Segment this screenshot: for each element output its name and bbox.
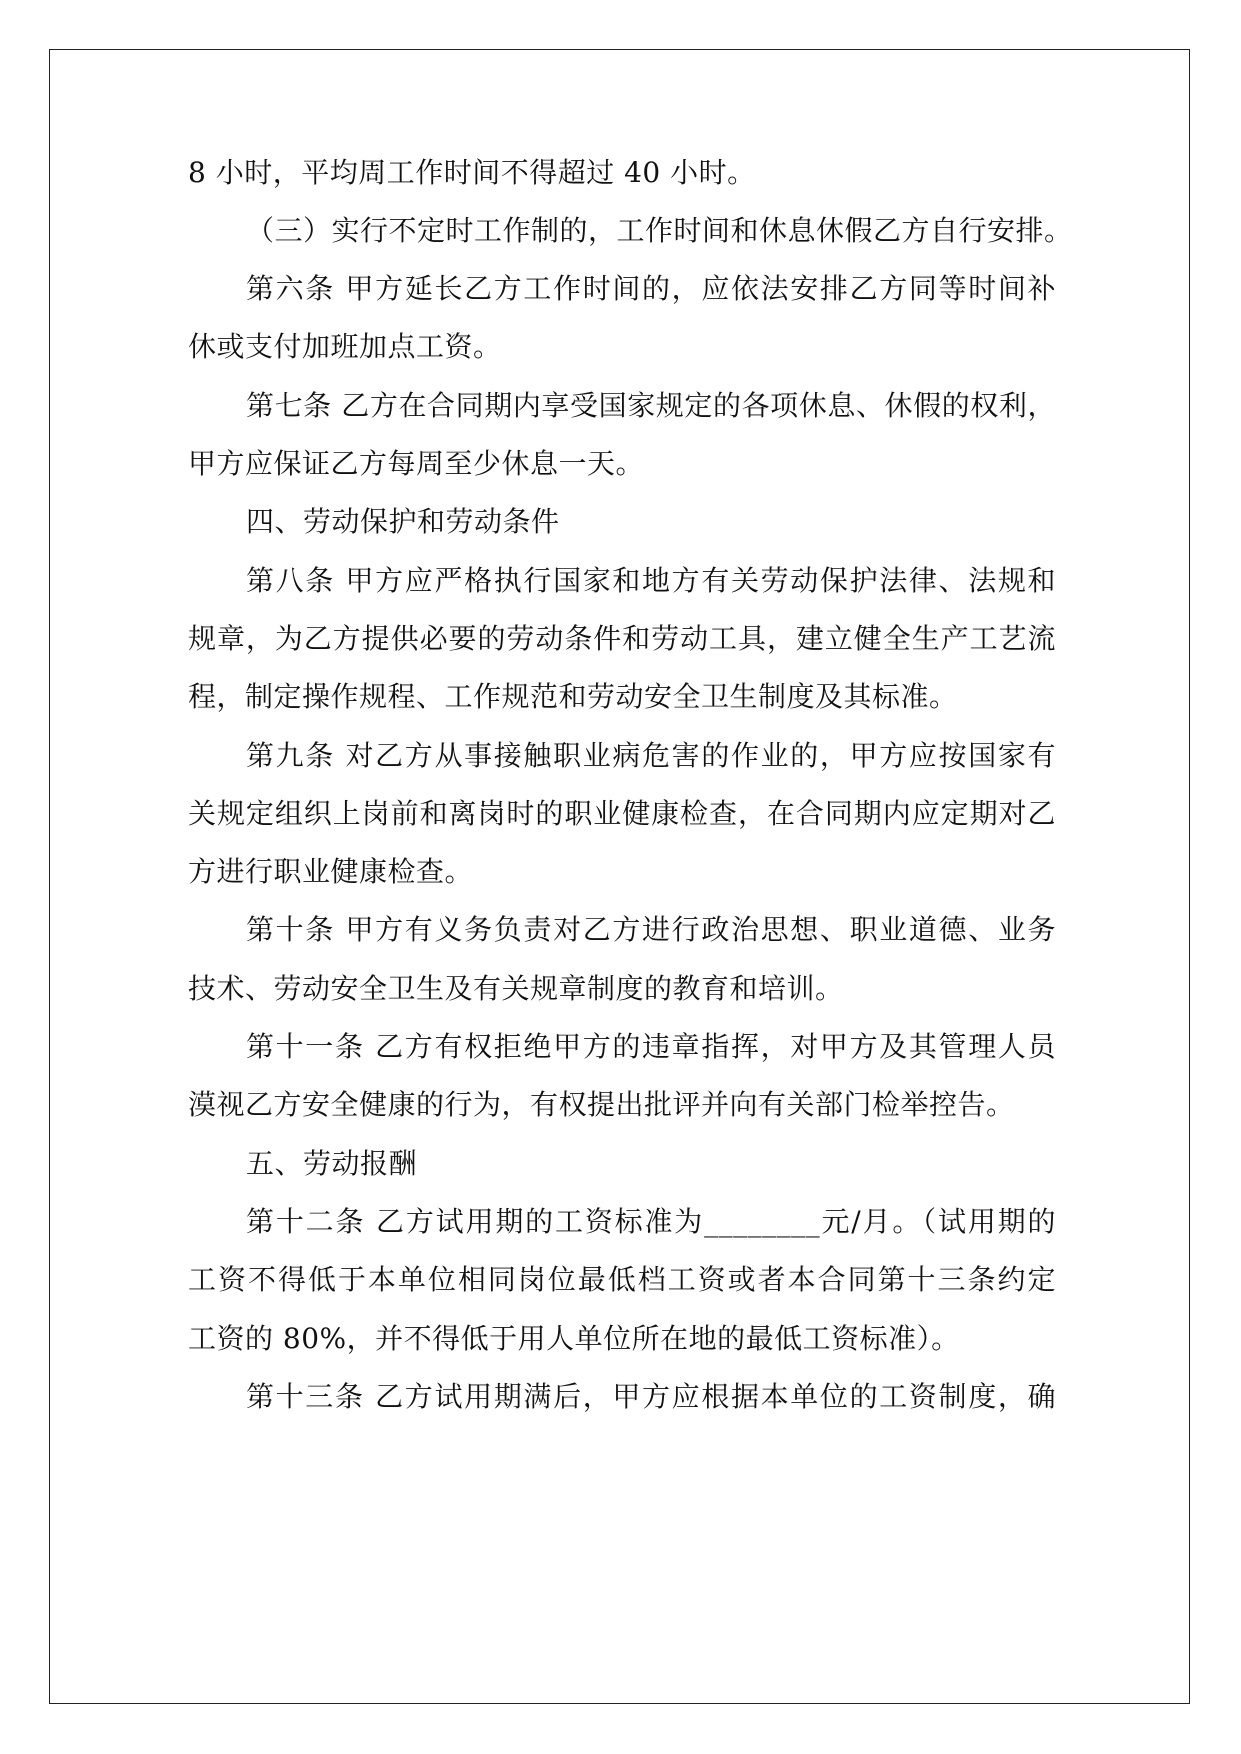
article-6-line-2: 休或支付加班加点工资。 — [188, 330, 502, 363]
article-11-line-2: 漠视乙方安全健康的行为，有权提出批评并向有关部门检举控告。 — [188, 1088, 1015, 1121]
article-6-line-1: 第六条 甲方延长乙方工作时间的，应依法安排乙方同等时间补 — [246, 272, 1056, 305]
article-12-line-2: 工资不得低于本单位相同岗位最低档工资或者本合同第十三条约定 — [188, 1263, 1056, 1296]
article-7-line-1: 第七条 乙方在合同期内享受国家规定的各项休息、休假的权利， — [246, 389, 1056, 422]
article-10-line-1: 第十条 甲方有义务负责对乙方进行政治思想、职业道德、业务 — [246, 913, 1056, 946]
section-heading: 五、劳动报酬 — [246, 1147, 418, 1180]
article-9-line-2: 关规定组织上岗前和离岗时的职业健康检查，在合同期内应定期对乙 — [188, 797, 1056, 830]
paragraph-line: （三）实行不定时工作制的，工作时间和休息休假乙方自行安排。 — [246, 214, 1073, 247]
article-7-line-2: 甲方应保证乙方每周至少休息一天。 — [188, 447, 645, 480]
article-12-line-1: 第十二条 乙方试用期的工资标准为________元/月。（试用期的 — [246, 1205, 1056, 1238]
section-heading: 四、劳动保护和劳动条件 — [246, 505, 560, 538]
article-11-line-1: 第十一条 乙方有权拒绝甲方的违章指挥，对甲方及其管理人员 — [246, 1030, 1056, 1063]
article-10-line-2: 技术、劳动安全卫生及有关规章制度的教育和培训。 — [188, 972, 844, 1005]
article-8-line-2: 规章，为乙方提供必要的劳动条件和劳动工具，建立健全生产工艺流 — [188, 622, 1056, 655]
article-9-line-3: 方进行职业健康检查。 — [188, 855, 474, 888]
article-12-line-3: 工资的 80%，并不得低于用人单位所在地的最低工资标准）。 — [188, 1322, 960, 1355]
article-9-line-1: 第九条 对乙方从事接触职业病危害的作业的，甲方应按国家有 — [246, 739, 1056, 772]
paragraph-line: 8 小时，平均周工作时间不得超过 40 小时。 — [188, 156, 756, 189]
article-13-line-1: 第十三条 乙方试用期满后，甲方应根据本单位的工资制度，确 — [246, 1380, 1056, 1413]
article-8-line-3: 程，制定操作规程、工作规范和劳动安全卫生制度及其标准。 — [188, 680, 958, 713]
article-8-line-1: 第八条 甲方应严格执行国家和地方有关劳动保护法律、法规和 — [246, 564, 1056, 597]
